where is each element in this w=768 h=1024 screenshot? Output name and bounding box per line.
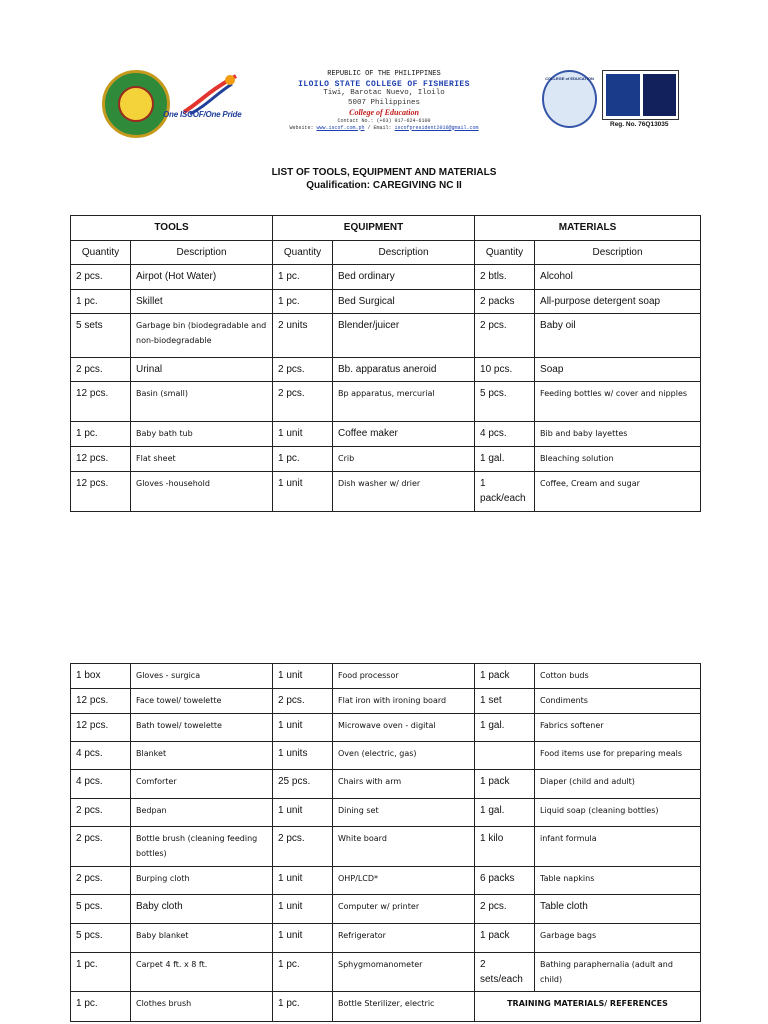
- quantity-cell: 1 pack/each: [475, 472, 535, 512]
- description-cell: Blanket: [131, 742, 273, 770]
- training-materials-header: TRAINING MATERIALS/ REFERENCES: [475, 992, 701, 1022]
- quantity-cell: 1 pc.: [273, 992, 333, 1022]
- description-cell: Baby oil: [535, 314, 701, 358]
- description-cell: Crib: [333, 447, 475, 472]
- description-cell: Basin (small): [131, 382, 273, 422]
- table-row: [71, 953, 701, 992]
- quantity-cell: 2 pcs.: [273, 358, 333, 382]
- group-header-equipment: EQUIPMENT: [273, 216, 475, 241]
- title-line-1: LIST OF TOOLS, EQUIPMENT AND MATERIALS: [271, 167, 497, 178]
- quantity-cell: 4 pcs.: [71, 742, 131, 770]
- group-header-tools: TOOLS: [71, 216, 273, 241]
- description-cell: Garbage bags: [535, 924, 701, 953]
- description-cell: Airpot (Hot Water): [131, 265, 273, 290]
- quantity-cell: [475, 742, 535, 770]
- description-header: Description: [333, 241, 475, 265]
- quantity-cell: 1 pc.: [273, 265, 333, 290]
- description-cell: Bp apparatus, mercurial: [333, 382, 475, 422]
- table-row: [71, 992, 701, 1022]
- table-row: [71, 867, 701, 895]
- quantity-cell: 1 pc.: [273, 447, 333, 472]
- table-row: [71, 447, 701, 472]
- quantity-header: Quantity: [475, 241, 535, 265]
- description-cell: All-purpose detergent soap: [535, 290, 701, 314]
- quantity-cell: 4 pcs.: [475, 422, 535, 447]
- description-cell: Face towel/ towelette: [131, 689, 273, 714]
- quantity-cell: 1 gal.: [475, 714, 535, 742]
- address-line-2: 5007 Philippines: [347, 98, 420, 107]
- quantity-cell: 2 sets/each: [475, 953, 535, 992]
- title-line-2: Qualification: CAREGIVING NC II: [306, 180, 462, 191]
- quantity-cell: 2 pcs.: [71, 265, 131, 290]
- institution-header: [250, 70, 518, 132]
- description-cell: Coffee, Cream and sugar: [535, 472, 701, 512]
- table-row: [71, 422, 701, 447]
- description-cell: Gloves -household: [131, 472, 273, 512]
- quantity-cell: 1 unit: [273, 799, 333, 827]
- web-email-line: Website: www.iscof.com.ph / Email: iscofpresident2016@gmail.com: [289, 124, 479, 131]
- description-cell: Dining set: [333, 799, 475, 827]
- iso-ukas-certification-logo: [602, 70, 679, 120]
- quantity-cell: 2 pcs.: [71, 358, 131, 382]
- description-cell: Food processor: [333, 664, 475, 689]
- table-row: [71, 382, 701, 422]
- quantity-cell: 5 pcs.: [71, 924, 131, 953]
- description-cell: OHP/LCD*: [333, 867, 475, 895]
- quantity-cell: 1 box: [71, 664, 131, 689]
- quantity-cell: 1 pack: [475, 770, 535, 799]
- description-cell: Diaper (child and adult): [535, 770, 701, 799]
- table-row: [71, 290, 701, 314]
- quantity-cell: 2 packs: [475, 290, 535, 314]
- description-cell: Bottle brush (cleaning feeding bottles): [131, 827, 273, 867]
- college-name: ILOILO STATE COLLEGE OF FISHERIES: [298, 79, 470, 89]
- quantity-cell: 1 pc.: [71, 422, 131, 447]
- table-row: [71, 358, 701, 382]
- quantity-cell: 12 pcs.: [71, 382, 131, 422]
- quantity-cell: 1 unit: [273, 714, 333, 742]
- website-link[interactable]: www.iscof.com.ph: [316, 124, 365, 131]
- description-cell: Alcohol: [535, 265, 701, 290]
- description-cell: Table cloth: [535, 895, 701, 924]
- quantity-cell: 10 pcs.: [475, 358, 535, 382]
- description-cell: Feeding bottles w/ cover and nipples: [535, 382, 701, 422]
- college-of-education-seal: COLLEGE of EDUCATION: [542, 70, 597, 128]
- quantity-cell: 1 units: [273, 742, 333, 770]
- description-cell: Dish washer w/ drier: [333, 472, 475, 512]
- description-cell: Food items use for preparing meals: [535, 742, 701, 770]
- description-cell: Garbage bin (biodegradable and non-biodegradable: [131, 314, 273, 358]
- quantity-cell: 2 pcs.: [273, 689, 333, 714]
- quantity-cell: 2 pcs.: [273, 827, 333, 867]
- description-cell: Bedpan: [131, 799, 273, 827]
- description-cell: Baby bath tub: [131, 422, 273, 447]
- iscof-seal-logo: [102, 70, 170, 138]
- description-cell: White board: [333, 827, 475, 867]
- quantity-cell: 5 sets: [71, 314, 131, 358]
- description-cell: Microwave oven - digital: [333, 714, 475, 742]
- description-cell: Burping cloth: [131, 867, 273, 895]
- description-cell: Oven (electric, gas): [333, 742, 475, 770]
- description-cell: infant formula: [535, 827, 701, 867]
- quantity-cell: 1 kilo: [475, 827, 535, 867]
- description-cell: Carpet 4 ft. x 8 ft.: [131, 953, 273, 992]
- table-row: [71, 265, 701, 290]
- description-cell: Chairs with arm: [333, 770, 475, 799]
- quantity-cell: 12 pcs.: [71, 447, 131, 472]
- description-cell: Sphygmomanometer: [333, 953, 475, 992]
- quantity-cell: 2 pcs.: [475, 895, 535, 924]
- description-cell: Cotton buds: [535, 664, 701, 689]
- table-row: [71, 664, 701, 689]
- quantity-cell: 1 unit: [273, 422, 333, 447]
- quantity-header: Quantity: [71, 241, 131, 265]
- table-row: [71, 895, 701, 924]
- group-header-materials: MATERIALS: [475, 216, 701, 241]
- description-header: Description: [131, 241, 273, 265]
- table-row: [71, 714, 701, 742]
- quantity-cell: 2 pcs.: [71, 799, 131, 827]
- description-cell: Bib and baby layettes: [535, 422, 701, 447]
- quantity-cell: 1 pc.: [273, 290, 333, 314]
- description-cell: Bed Surgical: [333, 290, 475, 314]
- quantity-cell: 1 unit: [273, 664, 333, 689]
- description-cell: Coffee maker: [333, 422, 475, 447]
- description-cell: Baby blanket: [131, 924, 273, 953]
- table-row: [71, 472, 701, 512]
- quantity-cell: 1 pc.: [71, 290, 131, 314]
- quantity-cell: 2 pcs.: [475, 314, 535, 358]
- tools-equipment-materials-table: [70, 215, 701, 512]
- quantity-cell: 12 pcs.: [71, 472, 131, 512]
- quantity-cell: 1 unit: [273, 895, 333, 924]
- quantity-cell: 1 gal.: [475, 447, 535, 472]
- quantity-header: Quantity: [273, 241, 333, 265]
- quantity-cell: 25 pcs.: [273, 770, 333, 799]
- description-cell: Bathing paraphernalia (adult and child): [535, 953, 701, 992]
- quantity-cell: 2 pcs.: [71, 827, 131, 867]
- description-cell: Gloves - surgica: [131, 664, 273, 689]
- quantity-cell: 2 btls.: [475, 265, 535, 290]
- description-cell: Liquid soap (cleaning bottles): [535, 799, 701, 827]
- description-cell: Refrigerator: [333, 924, 475, 953]
- quantity-cell: 1 pack: [475, 924, 535, 953]
- quantity-cell: 5 pcs.: [71, 895, 131, 924]
- quantity-cell: 1 pc.: [71, 953, 131, 992]
- quantity-cell: 2 units: [273, 314, 333, 358]
- description-cell: Soap: [535, 358, 701, 382]
- description-cell: Clothes brush: [131, 992, 273, 1022]
- slogan: One ISCOF/One Pride: [163, 110, 242, 119]
- quantity-cell: 1 gal.: [475, 799, 535, 827]
- description-cell: Computer w/ printer: [333, 895, 475, 924]
- quantity-cell: 6 packs: [475, 867, 535, 895]
- table-row: [71, 799, 701, 827]
- contact-line: Contact No.: (+63) 917-624-6100: [337, 117, 431, 124]
- description-cell: Bed ordinary: [333, 265, 475, 290]
- quantity-cell: 2 pcs.: [273, 382, 333, 422]
- description-header: Description: [535, 241, 701, 265]
- table-row: [71, 314, 701, 358]
- description-cell: Comforter: [131, 770, 273, 799]
- description-cell: Condiments: [535, 689, 701, 714]
- document-title: [0, 166, 768, 192]
- table-row: [71, 827, 701, 867]
- quantity-cell: 12 pcs.: [71, 714, 131, 742]
- quantity-cell: 1 unit: [273, 867, 333, 895]
- table-row: [71, 742, 701, 770]
- quantity-cell: 1 pc.: [273, 953, 333, 992]
- description-cell: Bleaching solution: [535, 447, 701, 472]
- quantity-cell: 12 pcs.: [71, 689, 131, 714]
- table-row: [71, 924, 701, 953]
- address-line-1: Tiwi, Barotac Nuevo, Iloilo: [323, 89, 445, 97]
- description-cell: Bottle Sterilizer, electric: [333, 992, 475, 1022]
- registration-number: Reg. No. 76Q13035: [610, 121, 669, 128]
- subheader-row: [71, 241, 701, 265]
- table-row: [71, 689, 701, 714]
- tools-equipment-materials-table-continued: [70, 663, 701, 1022]
- quantity-cell: 1 unit: [273, 472, 333, 512]
- quantity-cell: 5 pcs.: [475, 382, 535, 422]
- table-row: [71, 770, 701, 799]
- quantity-cell: 1 pc.: [71, 992, 131, 1022]
- description-cell: Flat sheet: [131, 447, 273, 472]
- department-name: College of Education: [349, 108, 419, 117]
- quantity-cell: 1 unit: [273, 924, 333, 953]
- description-cell: Blender/juicer: [333, 314, 475, 358]
- description-cell: Skillet: [131, 290, 273, 314]
- description-cell: Urinal: [131, 358, 273, 382]
- description-cell: Bb. apparatus aneroid: [333, 358, 475, 382]
- description-cell: Baby cloth: [131, 895, 273, 924]
- description-cell: Bath towel/ towelette: [131, 714, 273, 742]
- quantity-cell: 1 pack: [475, 664, 535, 689]
- description-cell: Flat iron with ironing board: [333, 689, 475, 714]
- quantity-cell: 1 set: [475, 689, 535, 714]
- email-link[interactable]: iscofpresident2016@gmail.com: [394, 124, 479, 131]
- description-cell: Table napkins: [535, 867, 701, 895]
- quantity-cell: 2 pcs.: [71, 867, 131, 895]
- description-cell: Fabrics softener: [535, 714, 701, 742]
- republic-line: REPUBLIC OF THE PHILIPPINES: [327, 70, 441, 78]
- quantity-cell: 4 pcs.: [71, 770, 131, 799]
